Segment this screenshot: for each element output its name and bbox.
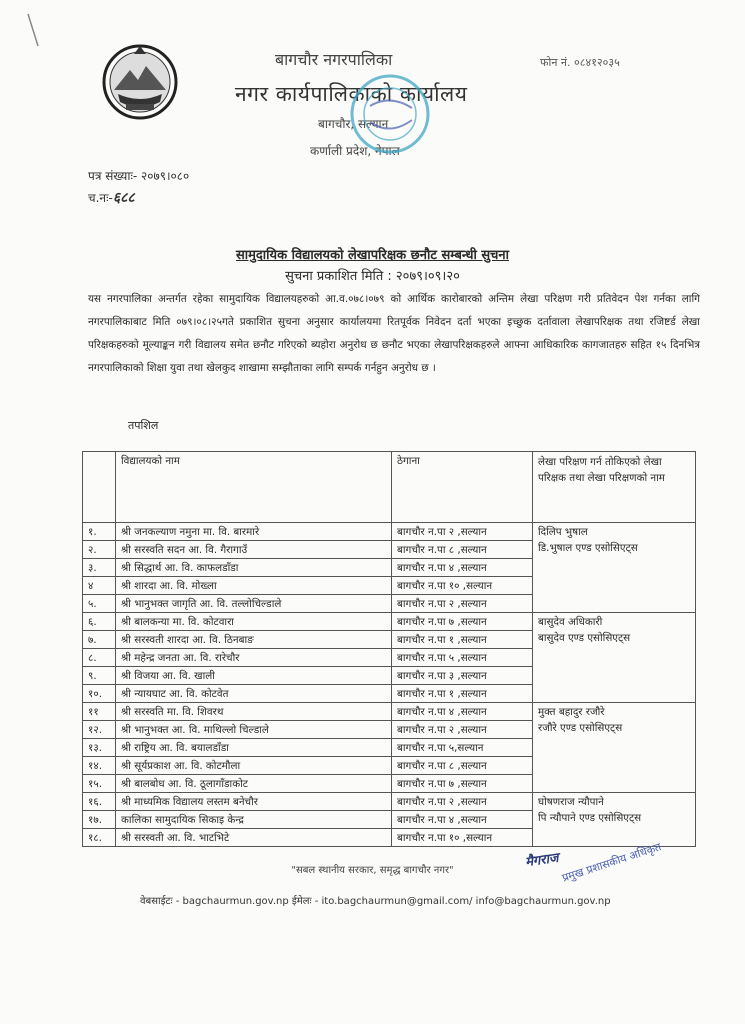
officer-stamp: प्रमुख प्रशासकीय अधिकृत [560, 840, 663, 885]
school-name-header: विद्यालयको नाम [116, 452, 392, 523]
row-address: बागचौर न.पा २ ,सल्यान [392, 523, 533, 541]
row-school-name: श्री भानुभक्त जागृति आ. वि. तल्लोचिल्डाले [116, 595, 392, 613]
auditor-person: बासुदेव अधिकारी [538, 616, 603, 628]
pen-stroke-mark [20, 10, 50, 50]
row-school-name: श्री बालकन्या मा. वि. कोटवारा [116, 613, 392, 631]
table-row [83, 613, 696, 631]
auditor-firm: पि न्यौपाने एण्ड एसोसिएट्स [538, 812, 642, 824]
row-school-name: श्री सिद्धार्थ आ. वि. काफलडाँडा [116, 559, 392, 577]
row-school-name: श्री सरस्वती आ. वि. भाटभिटे [116, 829, 392, 847]
row-address: बागचौर न.पा ४ ,सल्यान [392, 559, 533, 577]
row-sn: ५. [83, 595, 116, 613]
row-school-name: श्री जनकल्याण नमुना मा. वि. बारमारे [116, 523, 392, 541]
row-school-name: श्री बालबोध आ. वि. ठूलागाँडाकोट [116, 775, 392, 793]
auditor-header: लेखा परिक्षण गर्न तोकिएको लेखा परिक्षक तथा लेखा परिक्षणको नाम [533, 452, 696, 523]
row-address: बागचौर न.पा १ ,सल्यान [392, 685, 533, 703]
row-school-name: श्री शारदा आ. वि. मोख्ला [116, 577, 392, 595]
row-sn: १६. [83, 793, 116, 811]
row-address: बागचौर न.पा २ ,सल्यान [392, 721, 533, 739]
sn-header [83, 452, 116, 523]
row-sn: १७. [83, 811, 116, 829]
table-row [83, 523, 696, 541]
row-address: बागचौर न.पा २ ,सल्यान [392, 595, 533, 613]
phone-number: फोन नं. ०८४१२०३५ [540, 56, 620, 69]
row-school-name: श्री सरस्वती शारदा आ. वि. ठिनबाङ [116, 631, 392, 649]
row-school-name: श्री भानुभक्त आ. वि. माथिल्लो चिल्डाले [116, 721, 392, 739]
row-sn: १५. [83, 775, 116, 793]
row-school-name: श्री विजया आ. वि. खाली [116, 667, 392, 685]
row-sn: १३. [83, 739, 116, 757]
row-school-name: श्री माध्यमिक विद्यालय लस्तम बनेचौर [116, 793, 392, 811]
row-sn: २. [83, 541, 116, 559]
row-address: बागचौर न.पा २ ,सल्यान [392, 793, 533, 811]
details-label: तपशिल [128, 419, 159, 432]
row-address: बागचौर न.पा १ ,सल्यान [392, 631, 533, 649]
row-address: बागचौर न.पा १० ,सल्यान [392, 829, 533, 847]
row-address: बागचौर न.पा ५ ,सल्यान [392, 649, 533, 667]
footer-slogan: "सबल स्थानीय सरकार, समृद्ध बागचौर नगर" [291, 865, 454, 876]
row-school-name: श्री न्यायघाट आ. वि. कोटवेत [116, 685, 392, 703]
notice-body: यस नगरपालिका अन्तर्गत रहेका सामुदायिक विद्यालयहरुको आ.व.०७८।०७९ को आर्थिक कारोबारको अन्तिम लेखा परिक्षण गरी प्रतिवेदन पेश गर्नका लागि नगरपालिकाबाट मिति ०७९।०८।२५गते प्रकाशित सुचना अनुसार कार्यालयमा रितपूर्वक निवेदन दर्ता भएका इच्छुक दर्तावाला लेखापरिक्षक तथा रजिष्टर्ड लेखा परिक्षकहरुको मूल्याङ्कन गरी विद्यालय समेत छनौट गरिएको ब्यहोरा अनुरोध छ छनौट भएका लेखापरिक्षकहरुले आफ्ना आधिकारिक कागजातहरु सहित १५ दिनभित्र नगरपालिकाको शिक्षा युवा तथा खेलकुद शाखामा सम्झौताका लागि सम्पर्क गर्नहुन अनुरोध छ । [88, 293, 700, 374]
table-row [83, 703, 696, 721]
row-school-name: श्री सरस्वति मा. वि. शिवरथ [116, 703, 392, 721]
row-sn: १. [83, 523, 116, 541]
table-header-row [83, 452, 696, 523]
municipality-name: बागचौर नगरपालिका [275, 50, 393, 69]
auditor-group-2 [533, 613, 696, 703]
auditor-group-1 [533, 523, 696, 613]
row-sn: ४ [83, 577, 116, 595]
notice-published-date: सुचना प्रकाशित मिति : २०७९।०९।२० [285, 269, 460, 284]
footer-contact: वेबसाईटः - bagchaurmun.gov.np ईमेलः - ito.bagchaurmun@gmail.com/ info@bagchaurmun.gov.np [140, 896, 611, 907]
row-sn: ११ [83, 703, 116, 721]
row-sn: ३. [83, 559, 116, 577]
dispatch-number-label: च.नः- [88, 191, 113, 205]
address-header: ठेगाना [392, 452, 533, 523]
row-sn: ६. [83, 613, 116, 631]
row-sn: ७. [83, 631, 116, 649]
notice-title: सामुदायिक विद्यालयको लेखापरिक्षक छनौट सम्बन्धी सुचना [235, 248, 510, 263]
table-row [83, 793, 696, 811]
letter-reference-number: पत्र संख्याः- २०७९।०८० [88, 169, 190, 183]
dispatch-number [88, 188, 135, 207]
row-address: बागचौर न.पा ८ ,सल्यान [392, 541, 533, 559]
row-address: बागचौर न.पा ३ ,सल्यान [392, 667, 533, 685]
auditor-firm: बासुदेव एण्ड एसोसिएट्स [538, 632, 631, 644]
row-address: बागचौर न.पा ४ ,सल्यान [392, 811, 533, 829]
office-district: बागचौर, सल्यान [318, 117, 389, 131]
row-sn: ८. [83, 649, 116, 667]
office-province: कर्णाली प्रदेश, नेपाल [310, 144, 400, 158]
nepal-emblem-logo [100, 42, 180, 122]
office-name: नगर कार्यपालिकाको कार्यालय [235, 82, 468, 106]
school-auditor-table [82, 451, 696, 847]
row-address: बागचौर न.पा ५,सल्यान [392, 739, 533, 757]
row-sn: ९. [83, 667, 116, 685]
row-sn: १८. [83, 829, 116, 847]
office-seal-stamp [340, 66, 440, 166]
row-address: बागचौर न.पा ४ ,सल्यान [392, 703, 533, 721]
row-school-name: श्री महेन्द्र जनता आ. वि. रारेचौर [116, 649, 392, 667]
auditor-firm: रजौरे एण्ड एसोसिएट्स [538, 722, 623, 734]
handwritten-signature: मैगराज [524, 850, 560, 871]
row-address: बागचौर न.पा १० ,सल्यान [392, 577, 533, 595]
auditor-person: घोषणराज न्यौपाने [538, 796, 604, 808]
row-address: बागचौर न.पा ८ ,सल्यान [392, 757, 533, 775]
row-school-name: श्री राष्ट्रिय आ. वि. बयालडाँडा [116, 739, 392, 757]
row-sn: १४. [83, 757, 116, 775]
row-sn: १२. [83, 721, 116, 739]
auditor-group-3 [533, 703, 696, 793]
row-school-name: कालिका सामुदायिक सिकाइ केन्द्र [116, 811, 392, 829]
row-address: बागचौर न.पा ७ ,सल्यान [392, 613, 533, 631]
dispatch-number-handwritten: ६८८ [112, 190, 135, 206]
row-sn: १०. [83, 685, 116, 703]
auditor-person: मुक्त बहादुर रजौरे [538, 706, 605, 718]
auditor-firm: डि.भुषाल एण्ड एसोसिएट्स [538, 542, 638, 554]
auditor-group-4 [533, 793, 696, 847]
row-address: बागचौर न.पा ७ ,सल्यान [392, 775, 533, 793]
row-school-name: श्री सूर्यप्रकाश आ. वि. कोटमौला [116, 757, 392, 775]
row-school-name: श्री सरस्वति सदन आ. वि. गैरागाउँ [116, 541, 392, 559]
auditor-person: दिलिप भुषाल [538, 526, 588, 538]
